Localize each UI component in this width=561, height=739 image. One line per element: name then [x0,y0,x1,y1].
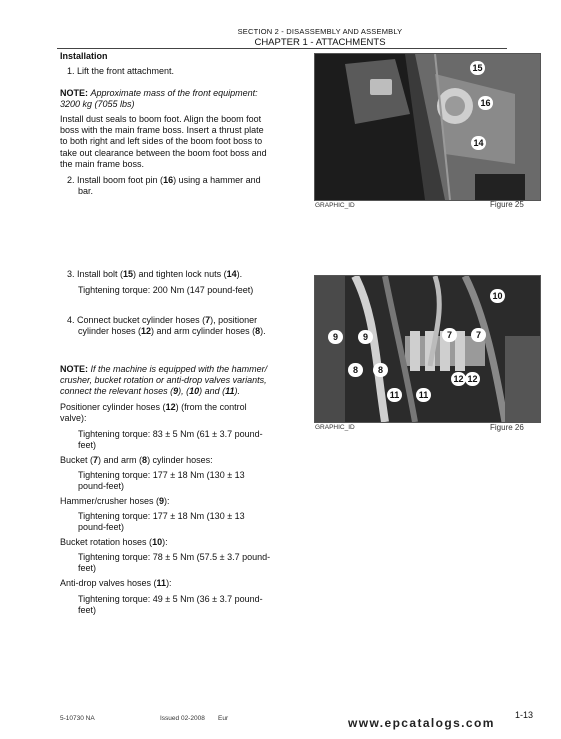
installation-heading: Installation [60,51,108,61]
step-4-text: cylinder hoses ( [78,326,142,337]
callout-15: 15 [470,61,485,75]
note-text: ). [234,386,240,397]
torque-line: Tightening torque: 83 ± 5 Nm (61 ± 3.7 pound- [78,429,263,439]
figure-26-graphic-id: GRAPHIC_ID [315,424,355,431]
ref-number: 10 [152,537,163,547]
step-3-text: ) and tighten lock nuts ( [133,269,227,279]
figure-25-photo [314,53,541,201]
ref-number: 16 [163,175,174,185]
page-number: 1-13 [515,710,534,720]
step-4-text: 4. Connect bucket cylinder hoses ( [67,315,206,325]
callout-9: 9 [358,330,373,344]
antidrop-torque [78,594,263,616]
ref-number: 11 [156,578,167,588]
hose-text: Anti-drop valves hoses ( [60,578,157,588]
step-2-text-2: bar. [78,186,94,197]
watermark: www.epcatalogs.com [348,716,495,730]
step-1: 1. Lift the front attachment. [67,66,175,76]
step-3 [67,269,242,280]
torque-line: Tightening torque: 78 ± 5 Nm (57.5 ± 3.7 pound- [78,552,271,562]
ref-number: 9 [173,386,179,397]
ref-number: 7 [205,315,211,325]
ref-number: 12 [141,326,152,337]
callout-12: 12 [465,372,480,386]
hose-text: ) cylinder hoses: [147,455,213,465]
antidrop-hoses [60,578,172,589]
chapter-header: CHAPTER 1 - ATTACHMENTS [254,37,386,48]
callout-7: 7 [471,328,486,342]
hose-text: Positioner cylinder hoses ( [60,402,166,412]
figure-25-graphic-id: GRAPHIC_ID [315,202,355,209]
torque-line: feet) [78,563,97,574]
callout-12: 12 [451,372,466,386]
step-4 [67,315,266,337]
ref-number: 11 [225,386,235,397]
document-number: 5-10730 NA [60,715,95,722]
hose-text: Hammer/crusher hoses ( [60,496,160,506]
ref-number: 14 [226,269,237,279]
step-4-text: ) and arm cylinder hoses ( [151,326,256,337]
ref-number: 8 [255,326,261,337]
torque-line: Tightening torque: 49 ± 5 Nm (36 ± 3.7 pound- [78,594,263,604]
callout-7: 7 [442,328,457,342]
step-3-torque: Tightening torque: 200 Nm (147 pound-feet) [78,285,254,295]
rotation-hoses [60,537,168,548]
hose-text: ) (from the control [175,402,247,412]
figure-26-photo [314,275,541,423]
note-text: connect the relevant hoses ( [60,386,174,397]
hammer-torque [78,511,245,533]
paragraph-line: take out clearance between the boom foot boss and [60,147,267,158]
paragraph-line: to both right and left sides of the boom foot boss to [60,136,263,147]
hammer-hoses [60,496,170,507]
figure-25-label: Figure 25 [490,200,524,209]
hose-text: ) and arm ( [98,455,143,465]
step-2 [67,175,261,197]
step-3-text: ). [236,269,243,279]
paragraph-line: Install dust seals to boom foot. Align the boom foot [60,114,262,124]
callout-14: 14 [471,136,486,150]
torque-line: feet) [78,605,97,616]
note-text: If the machine is equipped with the hammer/ [90,364,268,374]
torque-line: Tightening torque: 177 ± 18 Nm (130 ± 13 [78,511,245,521]
note-label: NOTE: [60,364,88,374]
ref-number: 7 [93,455,99,465]
issue-date: Issued 02-2008 [160,715,205,722]
dust-seal-paragraph [60,114,284,170]
callout-11: 11 [387,388,402,402]
torque-line: pound-feet) [78,481,125,492]
callout-11: 11 [416,388,431,402]
note-text: Approximate mass of the front equipment: [90,88,258,98]
torque-line: feet) [78,440,97,451]
step-3-text: 3. Install bolt ( [67,269,124,279]
hose-text: Bucket ( [60,455,94,465]
hose-text: Bucket rotation hoses ( [60,537,153,547]
step-4-text: ). [260,326,266,337]
note-mass [60,88,258,110]
figure-26-label: Figure 26 [490,423,524,432]
header-rule [57,48,507,49]
ref-number: 8 [142,455,148,465]
note-text: crusher, bucket rotation or anti-drop valves variants, [60,375,267,386]
note-variants [60,364,267,398]
ref-number: 10 [189,386,200,397]
note-text: ) and ( [199,386,226,397]
bucket-arm-hoses [60,455,213,466]
callout-10: 10 [490,289,505,303]
hose-text: ): [164,496,170,506]
step-2-text: ) using a hammer and [173,175,261,185]
rotation-torque [78,552,270,574]
language-code: Eur [218,715,229,722]
ref-number: 15 [123,269,134,279]
note-label: NOTE: [60,88,88,98]
paragraph-line: the main frame boss. [60,158,145,169]
hose-text: ): [162,537,168,547]
step-2-text: 2. Install boom foot pin ( [67,175,164,185]
boom-foot-illustration [315,54,540,200]
callout-8: 8 [373,363,388,377]
positioner-torque [78,429,263,451]
paragraph-line: boss with the main frame boss. Insert a thrust plate [60,125,264,136]
hose-text: ): [166,578,172,588]
torque-line: pound-feet) [78,522,125,533]
note-text: ), ( [178,386,190,397]
ref-number: 12 [165,402,176,412]
bucket-arm-torque [78,470,245,492]
section-header: SECTION 2 - DISASSEMBLY AND ASSEMBLY [237,27,403,36]
step-4-text: ), positioner [210,315,258,325]
callout-16: 16 [478,96,493,110]
positioner-hoses [60,402,247,424]
torque-line: Tightening torque: 177 ± 18 Nm (130 ± 13 [78,470,245,480]
callout-8: 8 [348,363,363,377]
callout-9: 9 [328,330,343,344]
hose-text: valve): [60,413,87,424]
note-text-2: 3200 kg (7055 lbs) [60,99,135,110]
ref-number: 9 [159,496,165,506]
